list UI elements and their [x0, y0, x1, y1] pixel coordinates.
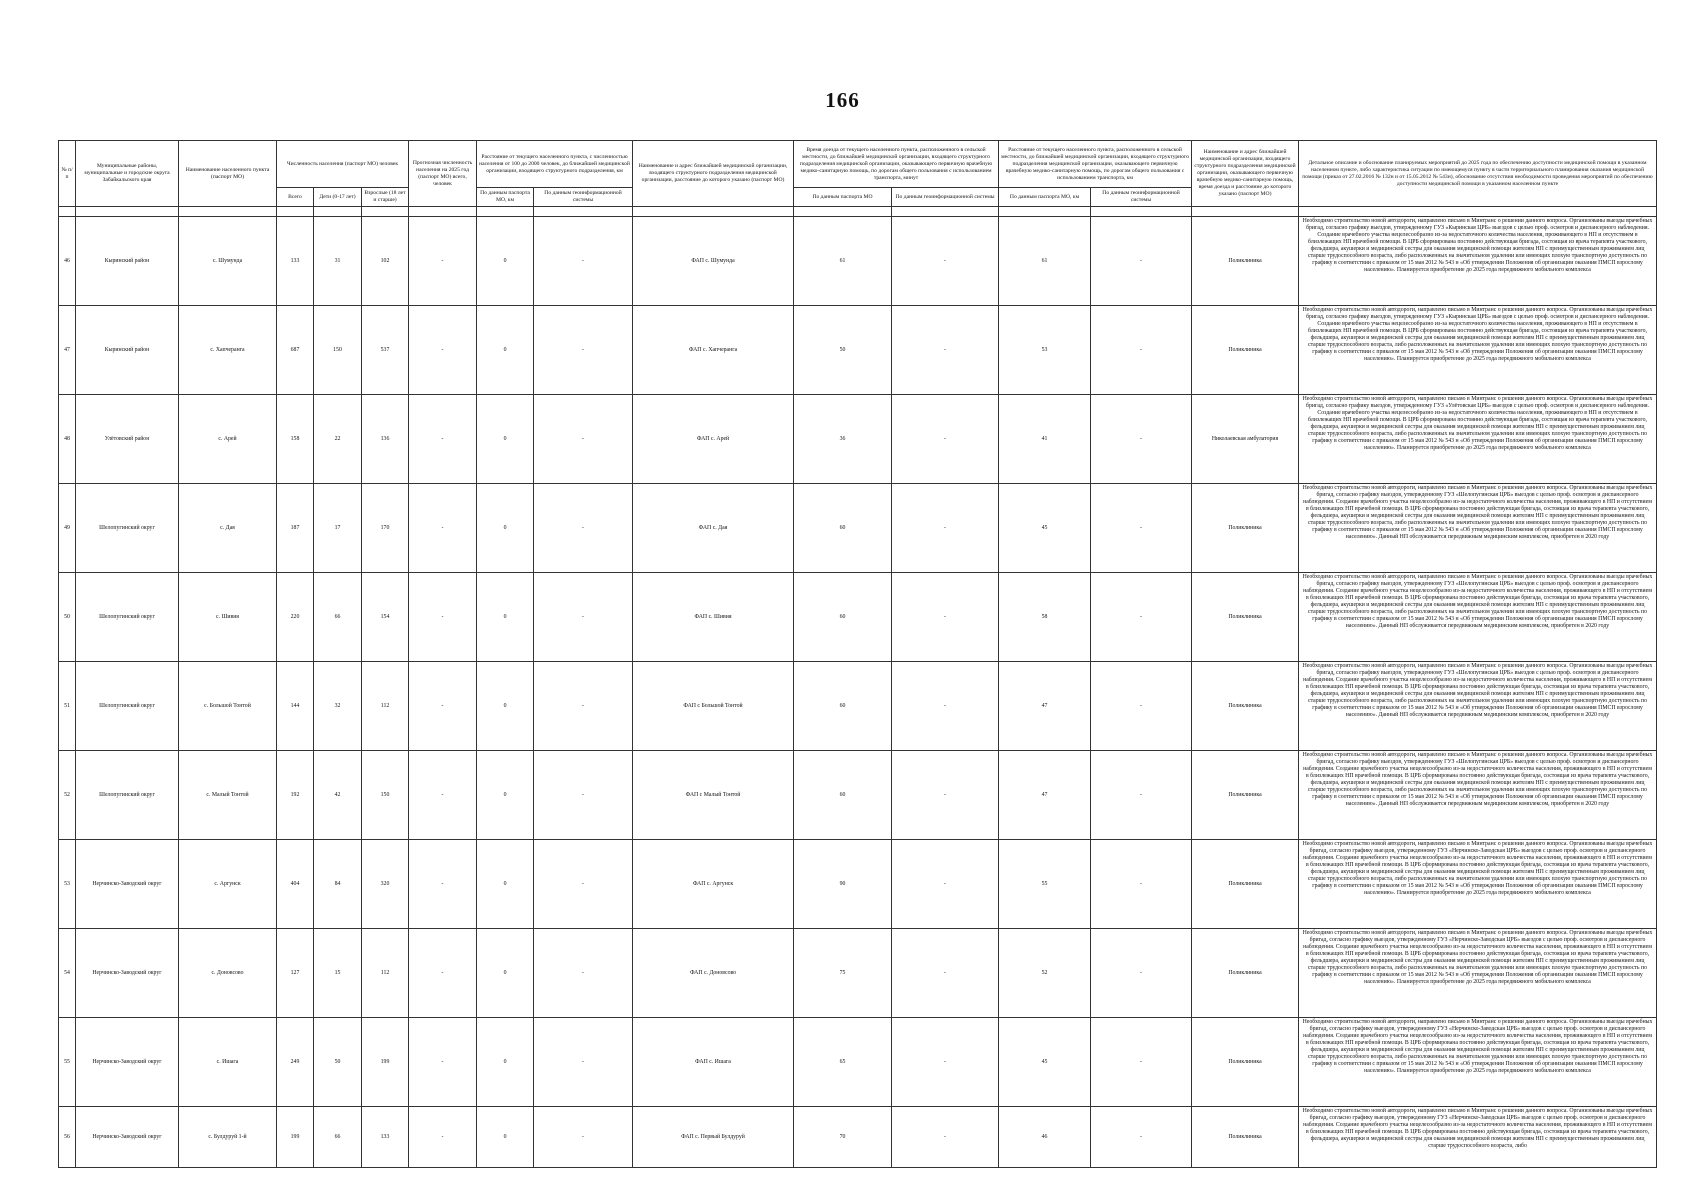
row-time-passport: 75 [794, 929, 892, 1018]
row-nearest-org2: Поликлиника [1192, 662, 1299, 751]
row-forecast: - [409, 1018, 477, 1107]
row-time-geo: - [892, 395, 999, 484]
row-time-passport: 65 [794, 1018, 892, 1107]
row-dist-geo: - [534, 929, 633, 1018]
row-pop-adults: 170 [362, 484, 409, 573]
row-settlement: с. Большой Тонтой [179, 662, 277, 751]
row-time-geo: - [892, 840, 999, 929]
header-population: Численность населения (паспорт МО) человек [277, 141, 409, 188]
row-pop-total: 144 [277, 662, 314, 751]
row-pop-adults: 154 [362, 573, 409, 662]
row-description: Необходимо строительство новой автодороги, направлено письмо в Минтранс о решении данного вопроса. Организованы выезды врачебных бригад, согласно графику выездов, утвержденному ГУЗ «Шелопугинская ЦРБ» выездов с целью проф. осмотров и диспансерного наблюдения. Создание врачебного участка нецелесообразно из-за недостаточного количества населения, проживающего в НП и отсутствием в близлежащих НП врачебной помощи. В ЦРБ сформирована постоянно действующая бригада, состоящая из врача терапевта участкового, фельдшера, акушерки и медицинской сестры для оказания медицинской помощи жителям НП с преимущественным проживанием лиц старше трудоспособного возраста, либо расположенных на значительном удалении или имеющих плохую транспортную доступность по графику в соответствии с приказом от 15 мая 2012 № 543 н «Об утверждении Положения об организации оказания ПМСП взрослому населению». Данный НП обслуживается передвижным медицинским комплексом, приобретен в 2020 году [1299, 751, 1657, 840]
header-forecast: Прогнозная численность населения на 2025 год (паспорт МО) всего, человек [409, 141, 477, 207]
header-district: Муниципальные районы, муниципальные и городские округа Забайкальского края [76, 141, 179, 207]
row-number: 46 [59, 217, 76, 306]
row-time-passport: 90 [794, 840, 892, 929]
row-settlement: с. Шивия [179, 573, 277, 662]
row-pop-adults: 150 [362, 751, 409, 840]
table-row [59, 484, 1657, 573]
row-nearest-org: ФАП с. Первый Булдуруй [633, 1107, 794, 1168]
row-forecast: - [409, 1107, 477, 1168]
row-nearest-org: ФАП с. Шивия [633, 573, 794, 662]
row-pop-adults: 320 [362, 840, 409, 929]
row-dist-passport: 0 [477, 395, 534, 484]
row-dist-passport: 0 [477, 1018, 534, 1107]
table-header [59, 141, 1657, 207]
row-dist2-passport: 53 [999, 306, 1091, 395]
row-dist-passport: 0 [477, 1107, 534, 1168]
row-dist2-geo: - [1091, 306, 1192, 395]
row-district: Шелопугинский округ [76, 751, 179, 840]
header-time-geo: По данным геоинформационной системы [892, 188, 999, 207]
row-dist2-geo: - [1091, 1107, 1192, 1168]
row-description: Необходимо строительство новой автодороги, направлено письмо в Минтранс о решении данного вопроса. Организованы выезды врачебных бригад, согласно графику выездов, утвержденному ГУЗ «Нерчинско-Заводская ЦРБ» выездов с целью проф. осмотров и диспансерного наблюдения. Создание врачебного участка нецелесообразно из-за недостаточного количества населения, проживающего в НП и отсутствием в близлежащих НП врачебной помощи. В ЦРБ сформирована постоянно действующая бригада, состоящая из врача терапевта участкового, фельдшера, акушерки и медицинской сестры для оказания медицинской помощи жителям НП с преимущественным проживанием лиц старше трудоспособного возраста, либо расположенных на значительном удалении или имеющих плохую транспортную доступность по графику в соответствии с приказом от 15 мая 2012 № 543 н «Об утверждении Положения об организации оказания ПМСП взрослому населению». Планируется приобретение до 2025 года передвижного мобильного комплекса [1299, 840, 1657, 929]
row-district: Нерчинско-Заводский округ [76, 1107, 179, 1168]
header-time-passport: По данным паспорта МО [794, 188, 892, 207]
data-table-wrapper [58, 140, 1656, 1168]
header-dist-passport: По данным паспорта МО, км [477, 188, 534, 207]
row-district: Кыринский район [76, 306, 179, 395]
row-description: Необходимо строительство новой автодороги, направлено письмо в Минтранс о решении данного вопроса. Организованы выезды врачебных бригад, согласно графику выездов, утвержденному ГУЗ «Нерчинско-Заводская ЦРБ» выездов с целью проф. осмотров и диспансерного наблюдения. Создание врачебного участка нецелесообразно из-за недостаточного количества населения, проживающего в НП и отсутствием в близлежащих НП врачебной помощи. В ЦРБ сформирована постоянно действующая бригада, состоящая из врача терапевта участкового, фельдшера, акушерки и медицинской сестры для оказания медицинской помощи жителям НП с преимущественным проживанием лиц старше трудоспособного возраста, либо [1299, 1107, 1657, 1168]
row-number: 55 [59, 1018, 76, 1107]
row-pop-total: 158 [277, 395, 314, 484]
row-dist2-passport: 58 [999, 573, 1091, 662]
row-district: Нерчинско-Заводский округ [76, 929, 179, 1018]
row-pop-total: 127 [277, 929, 314, 1018]
row-forecast: - [409, 217, 477, 306]
row-settlement: с. Малый Тонтой [179, 751, 277, 840]
spacer-row [59, 207, 1657, 217]
row-pop-children: 32 [314, 662, 362, 751]
row-time-passport: 61 [794, 217, 892, 306]
row-dist2-passport: 41 [999, 395, 1091, 484]
row-dist-geo: - [534, 840, 633, 929]
row-dist-geo: - [534, 217, 633, 306]
header-settlement: Наименование населенного пункта (паспорт МО) [179, 141, 277, 207]
row-settlement: с. Булдуруй 1-й [179, 1107, 277, 1168]
row-dist2-passport: 47 [999, 751, 1091, 840]
row-number: 50 [59, 573, 76, 662]
table-row [59, 306, 1657, 395]
header-travel-time: Время доезда от текущего населенного пункта, расположенного в сельской местности, до ближайшей медицинской организации, входящего структурного подразделения медицинской организации, оказывающего первичную врачебную медико-санитарную помощь, по дорогам общего пользования с использованием транспорта, минут [794, 141, 999, 188]
row-description: Необходимо строительство новой автодороги, направлено письмо в Минтранс о решении данного вопроса. Организованы выезды врачебных бригад, согласно графику выездов, утвержденному ГУЗ «Шелопугинская ЦРБ» выездов с целью проф. осмотров и диспансерного наблюдения. Создание врачебного участка нецелесообразно из-за недостаточного количества населения, проживающего в НП и отсутствием в близлежащих НП врачебной помощи. В ЦРБ сформирована постоянно действующая бригада, состоящая из врача терапевта участкового, фельдшера, акушерки и медицинской сестры для оказания медицинской помощи жителям НП с преимущественным проживанием лиц старше трудоспособного возраста, либо расположенных на значительном удалении или имеющих плохую транспортную доступность по графику в соответствии с приказом от 15 мая 2012 № 543 н «Об утверждении Положения об организации оказания ПМСП взрослому населению». Данный НП обслуживается передвижным медицинским комплексом, приобретен в 2020 году [1299, 484, 1657, 573]
row-dist-geo: - [534, 1018, 633, 1107]
row-number: 53 [59, 840, 76, 929]
row-district: Кыринский район [76, 217, 179, 306]
row-nearest-org2: Поликлиника [1192, 573, 1299, 662]
row-forecast: - [409, 484, 477, 573]
table-row [59, 662, 1657, 751]
row-time-passport: 60 [794, 573, 892, 662]
header-dist2-passport: По данным паспорта МО, км [999, 188, 1091, 207]
row-time-passport: 60 [794, 484, 892, 573]
row-pop-children: 31 [314, 217, 362, 306]
row-pop-adults: 102 [362, 217, 409, 306]
row-dist2-passport: 45 [999, 1018, 1091, 1107]
row-pop-adults: 133 [362, 1107, 409, 1168]
row-description: Необходимо строительство новой автодороги, направлено письмо в Минтранс о решении данного вопроса. Организованы выезды врачебных бригад, согласно графику выездов, утвержденному ГУЗ «Кыринская ЦРБ» выездов с целью проф. осмотров и диспансерного наблюдения. Создание врачебного участка нецелесообразно из-за недостаточного количества населения, проживающего в НП и отсутствием в близлежащих НП врачебной помощи. В ЦРБ сформирована постоянно действующая бригада, состоящая из врача терапевта участкового, фельдшера, акушерки и медицинской сестры для оказания медицинской помощи жителям НП с преимущественным проживанием лиц старше трудоспособного возраста, либо расположенных на значительном удалении или имеющих плохую транспортную доступность по графику в соответствии с приказом от 15 мая 2012 № 543 н «Об утверждении Положения об организации оказания ПМСП взрослому населению». Планируется приобретение до 2025 года передвижного мобильного комплекса [1299, 217, 1657, 306]
row-forecast: - [409, 840, 477, 929]
table-row [59, 840, 1657, 929]
row-dist-passport: 0 [477, 662, 534, 751]
row-pop-adults: 112 [362, 929, 409, 1018]
row-nearest-org2: Поликлиника [1192, 484, 1299, 573]
row-description: Необходимо строительство новой автодороги, направлено письмо в Минтранс о решении данного вопроса. Организованы выезды врачебных бригад, согласно графику выездов, утвержденному ГУЗ «Нерчинско-Заводская ЦРБ» выездов с целью проф. осмотров и диспансерного наблюдения. Создание врачебного участка нецелесообразно из-за недостаточного количества населения, проживающего в НП и отсутствием в близлежащих НП врачебной помощи. В ЦРБ сформирована постоянно действующая бригада, состоящая из врача терапевта участкового, фельдшера, акушерки и медицинской сестры для оказания медицинской помощи жителям НП с преимущественным проживанием лиц старше трудоспособного возраста, либо расположенных на значительном удалении или имеющих плохую транспортную доступность по графику в соответствии с приказом от 15 мая 2012 № 543 н «Об утверждении Положения об организации оказания ПМСП взрослому населению». Планируется приобретение до 2025 года передвижного мобильного комплекса [1299, 929, 1657, 1018]
row-dist-passport: 0 [477, 217, 534, 306]
row-district: Нерчинско-Заводский округ [76, 840, 179, 929]
table-row [59, 751, 1657, 840]
row-dist-geo: - [534, 395, 633, 484]
header-pop-adults: Взрослые (18 лет и старше) [362, 188, 409, 207]
row-dist2-passport: 47 [999, 662, 1091, 751]
row-pop-adults: 199 [362, 1018, 409, 1107]
row-dist2-passport: 52 [999, 929, 1091, 1018]
medical-access-table [58, 140, 1657, 1168]
header-pop-children: Дети (0-17 лет) [314, 188, 362, 207]
header-description: Детальное описание и обоснование планируемых мероприятий до 2025 года по обеспечению доступности медицинской помощи в указанном населенном пункте, либо характеристика ситуации по имеющемуся пункту в части территориального планирования оказания медицинской помощи (приказ от 27.02.2016 № 132н и от 15.05.2012 № 543н), обоснование отсутствия необходимости проведения мероприятий по обеспечению доступности медицинской помощи в указанном населенном пункте [1299, 141, 1657, 207]
row-dist2-geo: - [1091, 751, 1192, 840]
row-dist2-passport: 46 [999, 1107, 1091, 1168]
table-body [59, 207, 1657, 1168]
row-district: Нерчинско-Заводский округ [76, 1018, 179, 1107]
row-nearest-org: ФАП с. Арей [633, 395, 794, 484]
row-time-geo: - [892, 217, 999, 306]
row-dist-geo: - [534, 662, 633, 751]
row-dist-passport: 0 [477, 929, 534, 1018]
row-district: Улётовский район [76, 395, 179, 484]
row-nearest-org: ФАП с. Ишага [633, 1018, 794, 1107]
row-pop-children: 22 [314, 395, 362, 484]
row-time-geo: - [892, 306, 999, 395]
table-row [59, 1018, 1657, 1107]
row-time-passport: 50 [794, 306, 892, 395]
row-pop-children: 17 [314, 484, 362, 573]
row-settlement: с. Хапчеранга [179, 306, 277, 395]
row-forecast: - [409, 929, 477, 1018]
row-time-geo: - [892, 929, 999, 1018]
row-nearest-org: ФАП с Большой Тонтой [633, 662, 794, 751]
row-time-passport: 60 [794, 751, 892, 840]
header-pop-total: Всего [277, 188, 314, 207]
row-number: 56 [59, 1107, 76, 1168]
row-pop-children: 15 [314, 929, 362, 1018]
header-dist-geo: По данным геоинформационной системы [534, 188, 633, 207]
row-settlement: с. Арей [179, 395, 277, 484]
row-dist2-passport: 55 [999, 840, 1091, 929]
header-distance2: Расстояние от текущего населенного пункта, расположенного в сельской местности, до ближайшей медицинской организации, входящего структурного подразделения медицинской организации, оказывающего первичную врачебную медико-санитарную помощь, по дорогам общего пользования с использованием транспорта, км [999, 141, 1192, 188]
row-forecast: - [409, 306, 477, 395]
row-dist-passport: 0 [477, 573, 534, 662]
row-pop-adults: 112 [362, 662, 409, 751]
row-nearest-org2: Поликлиника [1192, 751, 1299, 840]
table-row [59, 395, 1657, 484]
row-pop-total: 687 [277, 306, 314, 395]
row-dist2-geo: - [1091, 395, 1192, 484]
row-pop-children: 150 [314, 306, 362, 395]
row-dist2-geo: - [1091, 217, 1192, 306]
row-time-geo: - [892, 484, 999, 573]
row-time-geo: - [892, 1018, 999, 1107]
row-number: 47 [59, 306, 76, 395]
row-pop-children: 66 [314, 573, 362, 662]
row-settlement: с. Дая [179, 484, 277, 573]
row-dist-geo: - [534, 1107, 633, 1168]
row-nearest-org2: Поликлиника [1192, 306, 1299, 395]
row-time-geo: - [892, 573, 999, 662]
row-forecast: - [409, 573, 477, 662]
row-pop-adults: 537 [362, 306, 409, 395]
row-dist-passport: 0 [477, 840, 534, 929]
row-dist-geo: - [534, 484, 633, 573]
header-nearest-org2: Наименование и адрес ближайшей медицинской организации, входящего структурного подразделения медицинской организации, оказывающего первичную врачебную медико-санитарную помощь, время доезда и расстояние до которого указано (паспорт МО) [1192, 141, 1299, 207]
row-pop-children: 50 [314, 1018, 362, 1107]
row-number: 48 [59, 395, 76, 484]
row-dist-geo: - [534, 751, 633, 840]
row-number: 51 [59, 662, 76, 751]
row-description: Необходимо строительство новой автодороги, направлено письмо в Минтранс о решении данного вопроса. Организованы выезды врачебных бригад, согласно графику выездов, утвержденному ГУЗ «Шелопугинская ЦРБ» выездов с целью проф. осмотров и диспансерного наблюдения. Создание врачебного участка нецелесообразно из-за недостаточного количества населения, проживающего в НП и отсутствием в близлежащих НП врачебной помощи. В ЦРБ сформирована постоянно действующая бригада, состоящая из врача терапевта участкового, фельдшера, акушерки и медицинской сестры для оказания медицинской помощи жителям НП с преимущественным проживанием лиц старше трудоспособного возраста, либо расположенных на значительном удалении или имеющих плохую транспортную доступность по графику в соответствии с приказом от 15 мая 2012 № 543 н «Об утверждении Положения об организации оказания ПМСП взрослому населению». Данный НП обслуживается передвижным медицинским комплексом, приобретен в 2020 году [1299, 662, 1657, 751]
row-time-geo: - [892, 662, 999, 751]
row-dist2-geo: - [1091, 840, 1192, 929]
row-dist2-geo: - [1091, 1018, 1192, 1107]
row-description: Необходимо строительство новой автодороги, направлено письмо в Минтранс о решении данного вопроса. Организованы выезды врачебных бригад, согласно графику выездов, утвержденному ГУЗ «Кыринская ЦРБ» выездов с целью проф. осмотров и диспансерного наблюдения. Создание врачебного участка нецелесообразно из-за недостаточного количества населения, проживающего в НП и отсутствием в близлежащих НП врачебной помощи. В ЦРБ сформирована постоянно действующая бригада, состоящая из врача терапевта участкового, фельдшера, акушерки и медицинской сестры для оказания медицинской помощи жителям НП с преимущественным проживанием лиц старше трудоспособного возраста, либо расположенных на значительном удалении или имеющих плохую транспортную доступность по графику в соответствии с приказом от 15 мая 2012 № 543 н «Об утверждении Положения об организации оказания ПМСП взрослому населению». Планируется приобретение до 2025 года передвижного мобильного комплекса [1299, 306, 1657, 395]
row-pop-total: 187 [277, 484, 314, 573]
row-dist2-geo: - [1091, 573, 1192, 662]
row-number: 52 [59, 751, 76, 840]
header-dist2-geo: По данным геоинформационной системы [1091, 188, 1192, 207]
row-dist-passport: 0 [477, 306, 534, 395]
row-number: 49 [59, 484, 76, 573]
row-dist2-passport: 61 [999, 217, 1091, 306]
row-settlement: с. Аргунск [179, 840, 277, 929]
row-time-passport: 70 [794, 1107, 892, 1168]
row-pop-children: 66 [314, 1107, 362, 1168]
row-dist2-geo: - [1091, 662, 1192, 751]
row-nearest-org2: Поликлиника [1192, 1018, 1299, 1107]
row-district: Шелопугинский округ [76, 484, 179, 573]
row-forecast: - [409, 751, 477, 840]
row-nearest-org: ФАП с. Аргунск [633, 840, 794, 929]
row-time-geo: - [892, 751, 999, 840]
row-nearest-org2: Поликлиника [1192, 217, 1299, 306]
row-pop-total: 133 [277, 217, 314, 306]
header-num: № п/п [59, 141, 76, 207]
row-pop-children: 42 [314, 751, 362, 840]
row-settlement: с. Шумунда [179, 217, 277, 306]
row-forecast: - [409, 395, 477, 484]
row-pop-total: 404 [277, 840, 314, 929]
row-time-passport: 60 [794, 662, 892, 751]
row-pop-total: 199 [277, 1107, 314, 1168]
row-nearest-org2: Поликлиника [1192, 1107, 1299, 1168]
row-forecast: - [409, 662, 477, 751]
row-district: Шелопугинский округ [76, 662, 179, 751]
row-nearest-org2: Николаевская амбулатория [1192, 395, 1299, 484]
row-pop-total: 192 [277, 751, 314, 840]
row-description: Необходимо строительство новой автодороги, направлено письмо в Минтранс о решении данного вопроса. Организованы выезды врачебных бригад, согласно графику выездов, утвержденному ГУЗ «Шелопугинская ЦРБ» выездов с целью проф. осмотров и диспансерного наблюдения. Создание врачебного участка нецелесообразно из-за недостаточного количества населения, проживающего в НП и отсутствием в близлежащих НП врачебной помощи. В ЦРБ сформирована постоянно действующая бригада, состоящая из врача терапевта участкового, фельдшера, акушерки и медицинской сестры для оказания медицинской помощи жителям НП с преимущественным проживанием лиц старше трудоспособного возраста, либо расположенных на значительном удалении или имеющих плохую транспортную доступность по графику в соответствии с приказом от 15 мая 2012 № 543 н «Об утверждении Положения об организации оказания ПМСП взрослому населению». Данный НП обслуживается передвижным медицинским комплексом, приобретен в 2020 году [1299, 573, 1657, 662]
row-settlement: с. Доновсово [179, 929, 277, 1018]
row-time-geo: - [892, 1107, 999, 1168]
row-pop-children: 84 [314, 840, 362, 929]
row-nearest-org: ФАП с. Доновсово [633, 929, 794, 1018]
row-pop-adults: 136 [362, 395, 409, 484]
row-description: Необходимо строительство новой автодороги, направлено письмо в Минтранс о решении данного вопроса. Организованы выезды врачебных бригад, согласно графику выездов, утвержденному ГУЗ «Улётовская ЦРБ» выездов с целью проф. осмотров и диспансерного наблюдения. Создание врачебного участка нецелесообразно из-за недостаточного количества населения, проживающего в НП и отсутствием в близлежащих НП врачебной помощи. В ЦРБ сформирована постоянно действующая бригада, состоящая из врача терапевта участкового, фельдшера, акушерки и медицинской сестры для оказания медицинской помощи жителям НП с преимущественным проживанием лиц старше трудоспособного возраста, либо расположенных на значительном удалении или имеющих плохую транспортную доступность по графику в соответствии с приказом от 15 мая 2012 № 543 н «Об утверждении Положения об организации оказания ПМСП взрослому населению». Планируется приобретение до 2025 года передвижного мобильного комплекса [1299, 395, 1657, 484]
table-row [59, 1107, 1657, 1168]
row-nearest-org: ФАП с Малый Тонтой [633, 751, 794, 840]
row-time-passport: 36 [794, 395, 892, 484]
row-dist2-geo: - [1091, 484, 1192, 573]
row-dist-geo: - [534, 306, 633, 395]
row-nearest-org2: Поликлиника [1192, 840, 1299, 929]
row-nearest-org: ФАП с. Шумунда [633, 217, 794, 306]
row-pop-total: 220 [277, 573, 314, 662]
header-distance: Расстояние от текущего населенного пункта, с численностью населения от 100 до 2000 человек, до ближайшей медицинской организации, входящего структурного подразделения, км [477, 141, 633, 188]
row-dist-geo: - [534, 573, 633, 662]
row-dist-passport: 0 [477, 484, 534, 573]
row-pop-total: 249 [277, 1018, 314, 1107]
row-nearest-org2: Поликлиника [1192, 929, 1299, 1018]
row-dist-passport: 0 [477, 751, 534, 840]
table-row [59, 573, 1657, 662]
row-district: Шелопугинский округ [76, 573, 179, 662]
row-nearest-org: ФАП с. Хапчеранга [633, 306, 794, 395]
row-description: Необходимо строительство новой автодороги, направлено письмо в Минтранс о решении данного вопроса. Организованы выезды врачебных бригад, согласно графику выездов, утвержденному ГУЗ «Нерчинско-Заводская ЦРБ» выездов с целью проф. осмотров и диспансерного наблюдения. Создание врачебного участка нецелесообразно из-за недостаточного количества населения, проживающего в НП и отсутствием в близлежащих НП врачебной помощи. В ЦРБ сформирована постоянно действующая бригада, состоящая из врача терапевта участкового, фельдшера, акушерки и медицинской сестры для оказания медицинской помощи жителям НП с преимущественным проживанием лиц старше трудоспособного возраста, либо расположенных на значительном удалении или имеющих плохую транспортную доступность по графику в соответствии с приказом от 15 мая 2012 № 543 н «Об утверждении Положения об организации оказания ПМСП взрослому населению». Планируется приобретение до 2025 года передвижного мобильного комплекса [1299, 1018, 1657, 1107]
row-settlement: с. Ишага [179, 1018, 277, 1107]
row-dist2-passport: 45 [999, 484, 1091, 573]
table-row [59, 929, 1657, 1018]
header-nearest-org: Наименование и адрес ближайшей медицинской организации, входящего структурного подразделения медицинской организации, расстояние до которого указано (паспорт МО) [633, 141, 794, 207]
row-number: 54 [59, 929, 76, 1018]
row-nearest-org: ФАП с. Дая [633, 484, 794, 573]
table-row [59, 217, 1657, 306]
page-number: 166 [825, 88, 860, 112]
row-dist2-geo: - [1091, 929, 1192, 1018]
